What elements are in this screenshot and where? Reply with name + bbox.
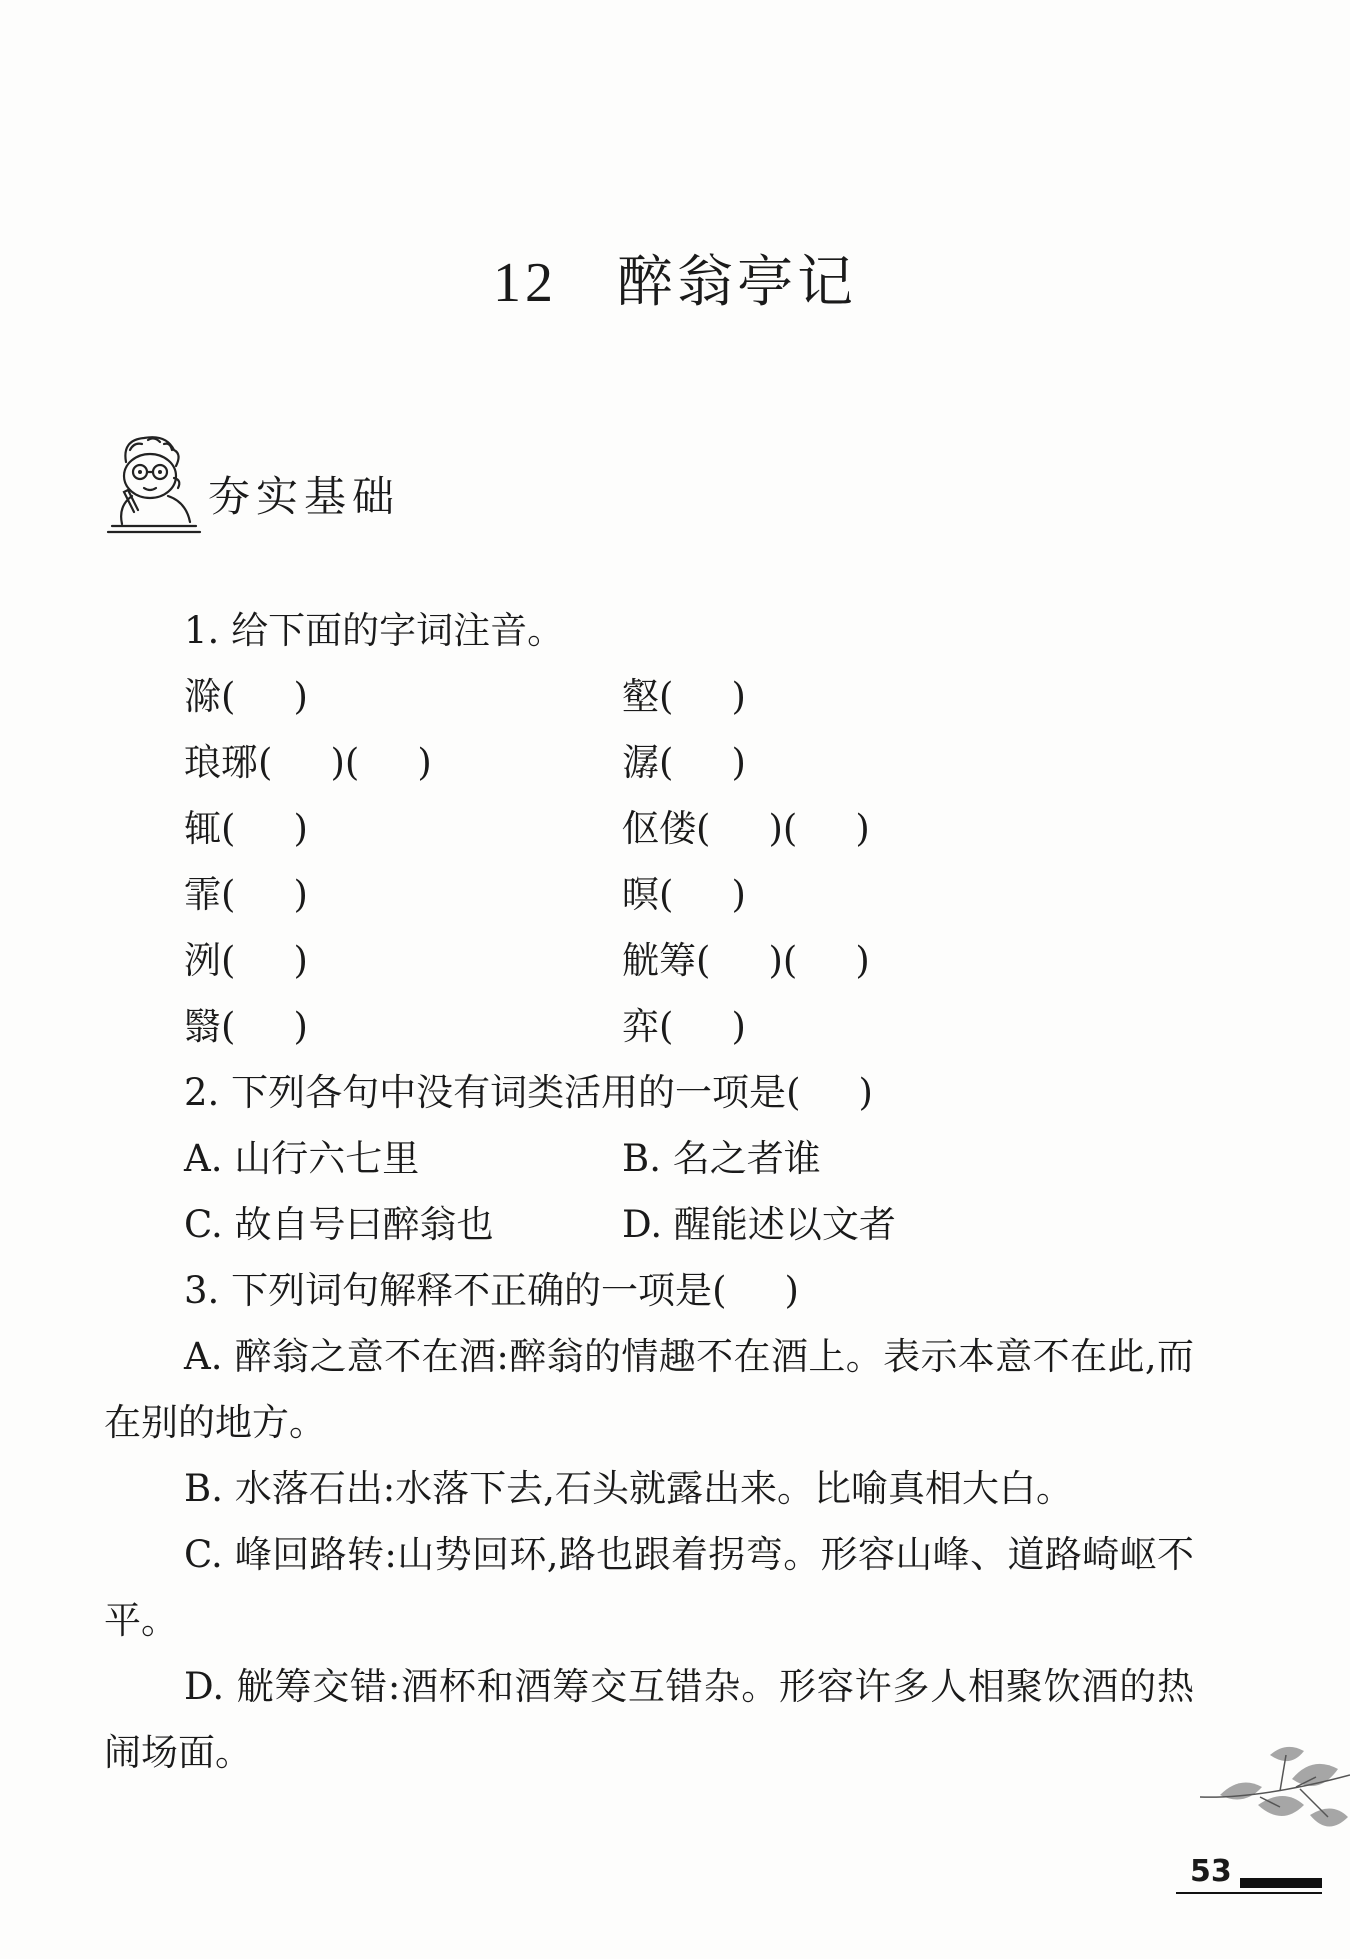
student-reading-icon <box>104 432 204 542</box>
options-row <box>104 1126 1194 1192</box>
pinyin-row: 洌( ) 觥筹( )( ) <box>184 939 870 982</box>
word-11: 翳 <box>184 1005 221 1048</box>
section-title: 夯实基础 <box>208 472 401 521</box>
page-number-bar <box>1240 1878 1322 1888</box>
word-4: 潺 <box>622 741 659 784</box>
page-number: 53 <box>1190 1854 1232 1889</box>
word-8: 暝 <box>622 873 659 916</box>
lesson-title <box>0 238 1350 318</box>
section-header <box>104 432 524 542</box>
word-12: 弈 <box>622 1005 659 1048</box>
pinyin-row: 辄( ) 伛偻( )( ) <box>184 807 870 850</box>
word-10: 觥筹 <box>622 939 696 982</box>
page-number-underline <box>1176 1892 1322 1894</box>
option-c: C. 峰回路转:山势回环,路也跟着拐弯。形容山峰、道路崎岖不平。 <box>104 1533 1194 1642</box>
question-1-prompt: 1. 给下面的字词注音。 <box>184 609 565 652</box>
word-9: 洌 <box>184 939 221 982</box>
pinyin-row: 翳( ) 弈( ) <box>184 1005 746 1048</box>
option-c: C. 故自号曰醉翁也 <box>184 1203 494 1246</box>
exercise-content <box>104 598 1194 1786</box>
pinyin-row: 琅琊( )( ) 潺( ) <box>184 741 746 784</box>
question-2-prompt: 2. 下列各句中没有词类活用的一项是( ) <box>184 1071 873 1114</box>
lesson-name: 醉翁亭记 <box>617 250 857 315</box>
option-b: B. 名之者谁 <box>622 1137 821 1180</box>
option-a: A. 醉翁之意不在酒:醉翁的情趣不在酒上。表示本意不在此,而在别的地方。 <box>104 1335 1194 1444</box>
option-a: A. 山行六七里 <box>184 1137 420 1180</box>
option-d: D. 醒能述以文者 <box>622 1203 896 1246</box>
word-5: 辄 <box>184 807 221 850</box>
word-1: 滁 <box>184 675 221 718</box>
option-d: D. 觥筹交错:酒杯和酒筹交互错杂。形容许多人相聚饮酒的热闹场面。 <box>104 1665 1194 1774</box>
pinyin-row: 滁( ) 壑( ) <box>184 675 746 718</box>
word-3: 琅琊 <box>184 741 258 784</box>
pinyin-row: 霏( ) 暝( ) <box>184 873 746 916</box>
question-3-prompt: 3. 下列词句解释不正确的一项是( ) <box>184 1269 799 1312</box>
word-7: 霏 <box>184 873 221 916</box>
options-row <box>104 1192 1194 1258</box>
lesson-number: 12 <box>493 252 557 314</box>
leaves-decoration-icon <box>1200 1735 1350 1845</box>
option-b: B. 水落石出:水落下去,石头就露出来。比喻真相大白。 <box>184 1467 1073 1510</box>
word-2: 壑 <box>622 675 659 718</box>
word-6: 伛偻 <box>622 807 696 850</box>
